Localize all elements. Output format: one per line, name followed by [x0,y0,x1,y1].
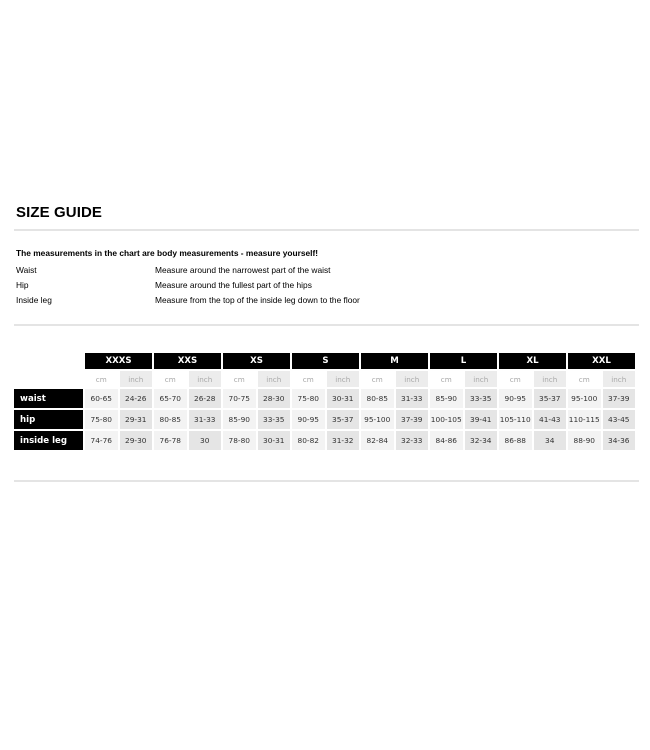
table-cell: 30-31 [327,389,360,408]
table-cell: 80-82 [292,431,325,450]
table-cell: 35-37 [534,389,567,408]
table-cell: 30-31 [258,431,291,450]
table-cell: 28-30 [258,389,291,408]
row-label: inside leg [14,431,83,450]
table-cell: 80-85 [154,410,187,429]
table-corner [14,353,83,369]
unit-label-cm: cm [499,371,532,387]
table-cell: 33-35 [258,410,291,429]
measurement-description: Measure around the fullest part of the hips [155,280,312,290]
row-label: hip [14,410,83,429]
size-header-s: S [292,353,359,369]
table-cell: 33-35 [465,389,498,408]
table-cell: 95-100 [568,389,601,408]
unit-label-cm: cm [223,371,256,387]
table-cell: 84-86 [430,431,463,450]
table-cell: 30 [189,431,222,450]
row-label: waist [14,389,83,408]
unit-label-inch: inch [327,371,360,387]
unit-label-cm: cm [292,371,325,387]
table-cell: 110-115 [568,410,601,429]
bottom-divider [14,480,639,482]
unit-header-row [14,371,635,387]
unit-label-inch: inch [465,371,498,387]
size-chart-table [12,351,637,452]
unit-label-cm: cm [568,371,601,387]
size-header-xs: XS [223,353,290,369]
size-header-xxl: XXL [568,353,635,369]
table-cell: 39-41 [465,410,498,429]
measurement-description: Measure from the top of the inside leg down to the floor [155,295,360,305]
unit-label-inch: inch [120,371,153,387]
table-cell: 75-80 [292,389,325,408]
table-row [14,389,635,408]
measurement-term: Inside leg [16,295,52,305]
unit-label-cm: cm [154,371,187,387]
table-cell: 85-90 [223,410,256,429]
table-cell: 76-78 [154,431,187,450]
size-header-xl: XL [499,353,566,369]
table-cell: 65-70 [154,389,187,408]
size-header-xxs: XXS [154,353,221,369]
table-cell: 74-76 [85,431,118,450]
unit-label-cm: cm [361,371,394,387]
table-cell: 88-90 [568,431,601,450]
table-cell: 31-33 [189,410,222,429]
unit-label-inch: inch [534,371,567,387]
table-cell: 24-26 [120,389,153,408]
table-cell: 35-37 [327,410,360,429]
table-cell: 37-39 [603,389,636,408]
table-cell: 70-75 [223,389,256,408]
table-cell: 29-30 [120,431,153,450]
table-cell: 78-80 [223,431,256,450]
unit-label-inch: inch [189,371,222,387]
table-cell: 26-28 [189,389,222,408]
table-cell: 34-36 [603,431,636,450]
table-row [14,431,635,450]
table-cell: 80-85 [361,389,394,408]
page-title: SIZE GUIDE [16,204,103,221]
table-corner [14,371,83,387]
table-cell: 32-34 [465,431,498,450]
table-cell: 100-105 [430,410,463,429]
table-cell: 95-100 [361,410,394,429]
unit-label-inch: inch [603,371,636,387]
table-cell: 60-65 [85,389,118,408]
unit-label-inch: inch [396,371,429,387]
unit-label-inch: inch [258,371,291,387]
table-cell: 34 [534,431,567,450]
table-cell: 85-90 [430,389,463,408]
title-divider [14,229,639,231]
table-cell: 41-43 [534,410,567,429]
unit-label-cm: cm [430,371,463,387]
table-cell: 43-45 [603,410,636,429]
table-cell: 82-84 [361,431,394,450]
table-row [14,410,635,429]
table-cell: 29-31 [120,410,153,429]
size-header-xxxs: XXXS [85,353,152,369]
measurement-term: Hip [16,280,29,290]
table-cell: 32-33 [396,431,429,450]
table-cell: 37-39 [396,410,429,429]
unit-label-cm: cm [85,371,118,387]
table-cell: 90-95 [292,410,325,429]
table-cell: 86-88 [499,431,532,450]
measurement-description: Measure around the narrowest part of the waist [155,265,331,275]
measurement-intro: The measurements in the chart are body measurements - measure yourself! [16,248,319,258]
table-cell: 75-80 [85,410,118,429]
size-header-row [14,353,635,369]
table-cell: 31-33 [396,389,429,408]
table-cell: 105-110 [499,410,532,429]
measurement-term: Waist [16,265,37,275]
section-divider [14,324,639,326]
table-cell: 90-95 [499,389,532,408]
size-header-l: L [430,353,497,369]
size-header-m: M [361,353,428,369]
table-cell: 31-32 [327,431,360,450]
